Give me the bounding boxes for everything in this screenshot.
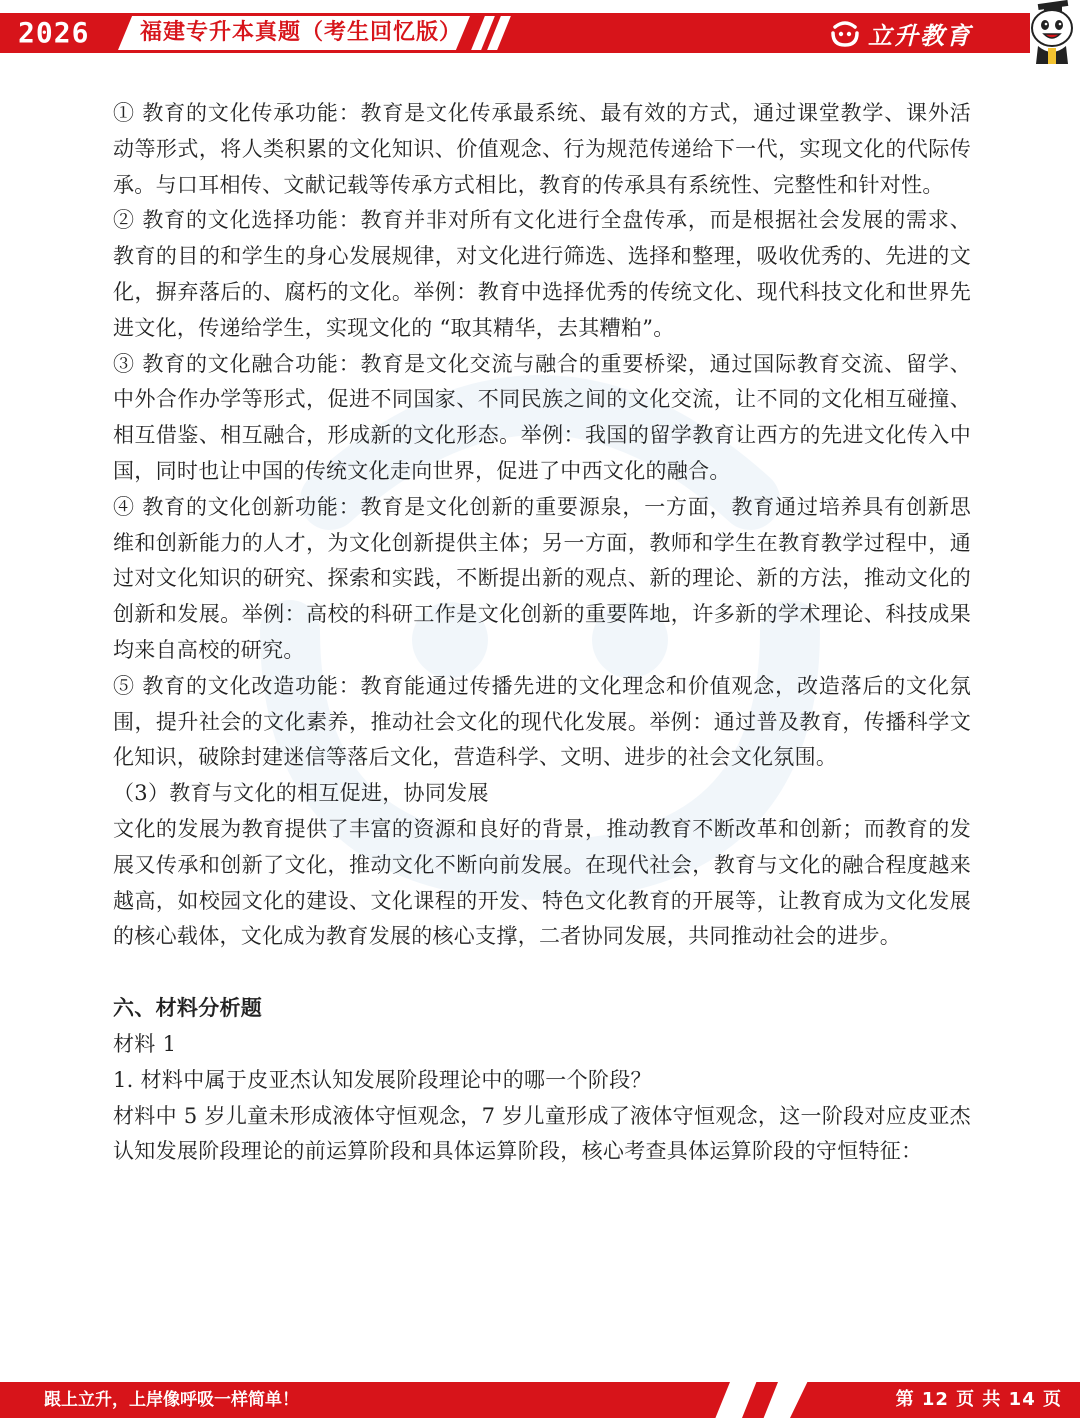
brand-logo-text: 立升教育	[868, 21, 972, 50]
paragraph-mutual-promotion: 文化的发展为教育提供了丰富的资源和良好的背景，推动教育不断改革和创新；而教育的发展又传承和创新了文化，推动文化不断向前发展。在现代社会，教育与文化的融合程度越来越高，如校园文化的建设、文化课程的开发、特色文化教育的开展等，让教育成为文化发展的核心载体，文化成为教育发展的核心支撑，二者协同发展，共同推动社会的进步。	[113, 816, 971, 949]
section-title: 六、材料分析题	[113, 996, 263, 1021]
header-title: 福建专升本真题（考生回忆版）	[140, 20, 463, 45]
paragraph-culture-selection: ② 教育的文化选择功能：教育并非对所有文化进行全盘传承，而是根据社会发展的需求、教育的目的和学生的身心发展规律，对文化进行筛选、选择和整理，吸收优秀的、先进的文化，摒弃落后的、腐朽的文化。举例：教育中选择优秀的传统文化、现代科技文化和世界先进文化，传递给学生，实现文化的 “取其精华，去其糟粕”。	[113, 208, 971, 340]
paragraph-culture-fusion: ③ 教育的文化融合功能：教育是文化交流与融合的重要桥梁，通过国际教育交流、留学、中外合作办学等形式，促进不同国家、不同民族之间的文化交流，让不同的文化相互碰撞、相互借鉴、相互融合，形成新的文化形态。举例：我国的留学教育让西方的先进文化传入中国，同时也让中国的传统文化走向世界，促进了中西文化的融合。	[113, 351, 971, 483]
brand-logo	[830, 13, 972, 53]
page-content	[113, 96, 971, 1170]
page-number: 第 12 页 共 14 页	[895, 1389, 1062, 1410]
header-year: 2026	[18, 16, 90, 49]
page-header	[0, 0, 1080, 60]
paragraph-culture-innovation: ④ 教育的文化创新功能：教育是文化创新的重要源泉，一方面，教育通过培养具有创新思维和创新能力的人才，为文化创新提供主体；另一方面，教师和学生在教育教学过程中，通过对文化知识的研究、探索和实践，不断提出新的观点、新的理论、新的方法，推动文化的创新和发展。举例：高校的科研工作是文化创新的重要阵地，许多新的学术理论、科技成果均来自高校的研究。	[113, 494, 971, 662]
footer-slash-decoration	[742, 1382, 778, 1418]
answer-text: 材料中 5 岁儿童未形成液体守恒观念，7 岁儿童形成了液体守恒观念，这一阶段对应皮亚杰认知发展阶段理论的前运算阶段和具体运算阶段，核心考查具体运算阶段的守恒特征：	[113, 1103, 971, 1164]
page-footer	[0, 1382, 1080, 1418]
paragraph-culture-transformation: ⑤ 教育的文化改造功能：教育能通过传播先进的文化理念和价值观念，改造落后的文化氛围，提升社会的文化素养，推动社会文化的现代化发展。举例：通过普及教育，传播科学文化知识，破除封建迷信等落后文化，营造科学、文明、进步的社会文化氛围。	[113, 673, 971, 770]
paragraph-culture-inheritance: ① 教育的文化传承功能：教育是文化传承最系统、最有效的方式，通过课堂教学、课外活动等形式，将人类积累的文化知识、价值观念、行为规范传递给下一代，实现文化的代际传承。与口耳相传、文献记载等传承方式相比，教育的传承具有系统性、完整性和针对性。	[113, 101, 971, 197]
subheading-mutual-promotion: （3）教育与文化的相互促进，协同发展	[113, 781, 489, 806]
brand-logo-icon	[830, 18, 860, 48]
question-text: 1. 材料中属于皮亚杰认知发展阶段理论中的哪一个阶段？	[113, 1067, 652, 1092]
material-label: 材料 1	[113, 1031, 177, 1056]
mascot-icon	[1022, 0, 1080, 64]
footer-slogan: 跟上立升，上岸像呼吸一样简单！	[44, 1390, 299, 1410]
